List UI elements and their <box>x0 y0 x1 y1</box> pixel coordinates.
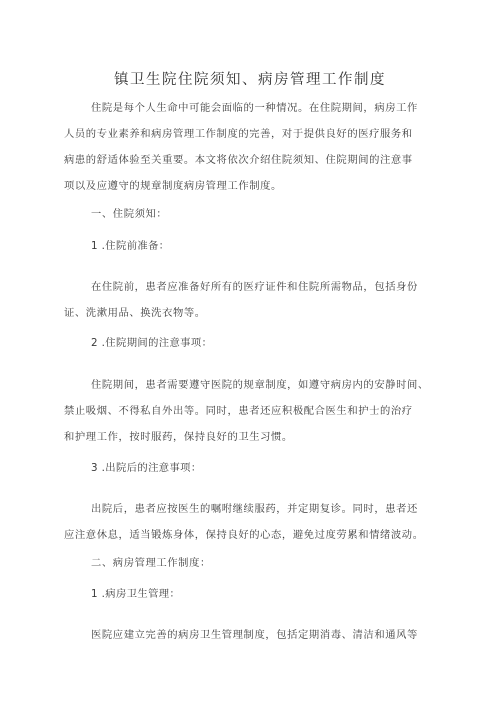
section-1-sub-3-line-2: 应注意休息，适当锻炼身体，保持良好的心态，避免过度劳累和情绪波动。 <box>64 529 424 541</box>
section-2-sub-1-line-1: 医院应建立完善的病房卫生管理制度，包括定期消毒、清洁和通风等 <box>91 629 418 641</box>
section-1-sub-2-line-2: 禁止吸烟、不得私自外出等。同时，患者还应积极配合医生和护士的治疗 <box>64 405 413 417</box>
intro-line-1: 住院是每个人生命中可能会面临的一种情况。在住院期间，病房工作 <box>91 102 418 114</box>
intro-line-3: 病患的舒适体验至关重要。本文将依次介绍住院须知、住院期间的注意事 <box>64 154 413 166</box>
section-1-sub-1-heading: 1 .住院前准备： <box>91 240 170 252</box>
section-1-sub-2-line-1: 住院期间，患者需要遵守医院的规章制度，如遵守病房内的安静时间、 <box>91 379 429 391</box>
section-1-sub-1-line-1: 在住院前，患者应准备好所有的医疗证件和住院所需物品，包括身份 <box>91 281 418 293</box>
section-1-sub-2-line-3: 和护理工作，按时服药，保持良好的卫生习惯。 <box>64 431 293 443</box>
document-title: 镇卫生院住院须知、病房管理工作制度 <box>114 72 386 88</box>
section-2-sub-1-heading: 1 .病房卫生管理： <box>91 588 181 600</box>
intro-line-4: 项以及应遵守的规章制度病房管理工作制度。 <box>64 180 282 192</box>
section-1-heading: 一、住院须知： <box>91 208 168 220</box>
section-1-sub-3-line-1: 出院后，患者应按医生的嘱咐继续服药，并定期复诊。同时，患者还 <box>91 503 418 515</box>
section-1-sub-1-line-2: 证、洗漱用品、换洗衣物等。 <box>64 307 206 319</box>
intro-line-2: 人员的专业素养和病房管理工作制度的完善，对于提供良好的医疗服务和 <box>64 128 413 140</box>
section-1-sub-2-heading: 2 .住院期间的注意事项： <box>91 337 213 349</box>
section-2-heading: 二、病房管理工作制度： <box>91 557 211 569</box>
section-1-sub-3-heading: 3 .出院后的注意事项： <box>91 462 202 474</box>
